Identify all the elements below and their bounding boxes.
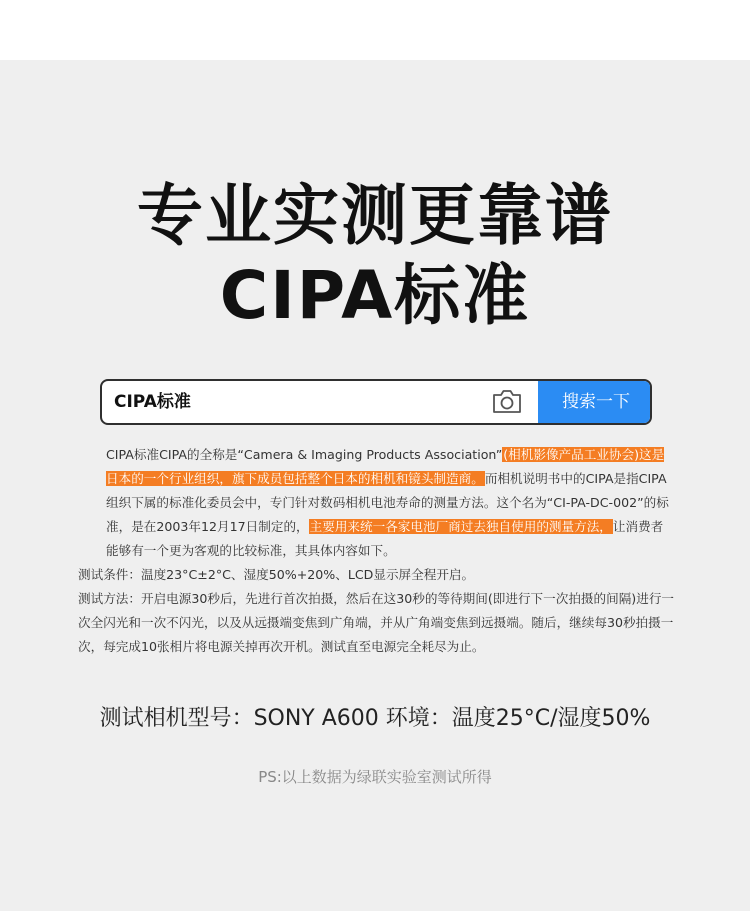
highlight-association: (相机影像产品工业协会)这是日本的一个行业组织，旗下成员包括整个日本的相机和镜头制造商。 <box>106 447 665 486</box>
description-end: 让消费者能够有一个更为客观的比较标准，其具体内容如下。 <box>106 519 664 558</box>
test-camera-spec: 测试相机型号：SONY A600 环境：温度25°C/湿度50% <box>99 706 651 731</box>
search-bar[interactable] <box>100 379 652 425</box>
search-button[interactable]: 搜索一下 <box>538 379 652 425</box>
headline-line-2: CIPA标准 <box>219 257 531 334</box>
search-input[interactable]: CIPA标准 <box>114 392 191 412</box>
description-intro: CIPA标准CIPA的全称是“Camera & Imaging Products Association” <box>106 447 503 462</box>
headline-line-1: 专业实测更靠谱 <box>137 177 613 254</box>
description-middle: 而相机说明书中的CIPA是指CIPA组织下属的标准化委员会中，专门针对数码相机电池寿命的测量方法。这个名为“CI-PA-DC-002”的标准，是在2003年12月17日制定的， <box>106 471 669 534</box>
description-text <box>78 443 674 659</box>
camera-icon[interactable] <box>491 389 523 415</box>
description-paragraph <box>78 443 674 563</box>
test-method: 测试方法：开启电源30秒后，先进行首次拍摄，然后在这30秒的等待期间(即进行下一次拍摄的间隔)进行一次全闪光和一次不闪光，以及从远摄端变焦到广角端，并从广角端变焦到远摄端。随后，继续每30秒拍摄一次，每完成10张相片将电源关掉再次开机。测试直至电源完全耗尽为止。 <box>78 591 675 654</box>
ps-note: PS:以上数据为绿联实验室测试所得 <box>258 768 492 786</box>
test-conditions: 测试条件：温度23°C±2°C、湿度50%+20%、LCD显示屏全程开启。 <box>78 567 475 582</box>
highlight-purpose: 主要用来统一各家电池厂商过去独自使用的测量方法， <box>309 519 612 534</box>
